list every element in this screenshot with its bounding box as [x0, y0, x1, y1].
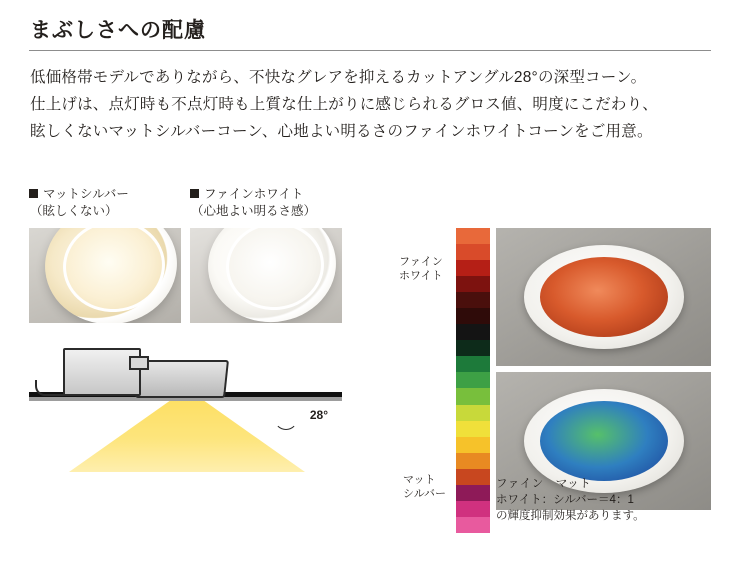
color-scale-segment-17 — [456, 501, 490, 517]
sample-cone-heatmap — [540, 257, 668, 337]
color-scale-top-label-line2: ホワイト — [399, 270, 443, 282]
color-scale-segment-2 — [456, 260, 490, 276]
color-scale-top-label-line1: ファイン — [399, 256, 443, 268]
fixture-housing — [135, 360, 229, 398]
color-scale-bottom-label-line2: シルバー — [403, 488, 446, 500]
swatch-caption-matte-silver — [29, 186, 129, 220]
swatch-caption-matte-silver-line2: （眩しくない） — [30, 204, 118, 218]
luminance-note-line1: ファイン マット — [496, 478, 592, 490]
title-divider — [29, 50, 711, 51]
swatch-caption-fine-white-line1: ファインホワイト — [204, 187, 304, 201]
lead-paragraph — [30, 64, 720, 145]
color-scale-segment-15 — [456, 469, 490, 485]
angle-arc-icon — [274, 406, 298, 430]
color-scale-segment-16 — [456, 485, 490, 501]
lead-line-2: 仕上げは、点灯時も不点灯時も上質な仕上がりに感じられるグロス値、明度にこだわり、 — [30, 96, 659, 113]
luminance-note — [496, 476, 645, 524]
color-scale-segment-8 — [456, 356, 490, 372]
swatch-caption-matte-silver-line1: マットシルバー — [43, 187, 129, 201]
sample-cone-heatmap — [540, 401, 668, 481]
fixture-wire — [35, 380, 69, 396]
angle-label: 28° — [309, 408, 328, 422]
color-scale-segment-11 — [456, 405, 490, 421]
color-scale-bottom-label-line1: マット — [403, 474, 436, 486]
color-scale-segment-6 — [456, 324, 490, 340]
page-title: まぶしさへの配慮 — [30, 19, 206, 42]
swatch-caption-fine-white — [190, 186, 316, 220]
color-scale-segment-7 — [456, 340, 490, 356]
lead-line-3: 眩しくないマットシルバーコーン、心地よい明るさのファインホワイトコーンをご用意。 — [30, 123, 653, 140]
color-scale-bottom-label — [403, 473, 446, 501]
color-scale-segment-13 — [456, 437, 490, 453]
fixture-connector — [129, 356, 149, 370]
swatch-caption-fine-white-line2: （心地よい明るさ感） — [191, 204, 317, 218]
color-scale-top-label — [399, 255, 443, 283]
lead-line-1: 低価格帯モデルでありながら、不快なグレアを抑えるカットアングル28°の深型コーン。 — [30, 69, 647, 86]
color-scale-segment-14 — [456, 453, 490, 469]
color-scale-segment-1 — [456, 244, 490, 260]
photo-fine-white — [190, 228, 342, 323]
color-scale-segment-10 — [456, 388, 490, 404]
bullet-square-icon — [29, 189, 38, 198]
color-scale-segment-5 — [456, 308, 490, 324]
color-scale-segment-18 — [456, 517, 490, 533]
color-scale-segment-3 — [456, 276, 490, 292]
color-scale-bar — [456, 228, 490, 533]
photo-matte-silver — [29, 228, 181, 323]
luminance-note-line3: の輝度抑制効果があります。 — [496, 510, 645, 522]
color-scale-segment-12 — [456, 421, 490, 437]
cut-angle-diagram — [29, 330, 342, 445]
color-scale-segment-4 — [456, 292, 490, 308]
luminance-sample-fine-white — [496, 228, 711, 366]
bullet-square-icon — [190, 189, 199, 198]
luminance-note-line2: ホワイト：シルバー＝4：1 — [496, 494, 634, 506]
light-beam — [69, 397, 305, 472]
color-scale-segment-9 — [456, 372, 490, 388]
color-scale-segment-0 — [456, 228, 490, 244]
